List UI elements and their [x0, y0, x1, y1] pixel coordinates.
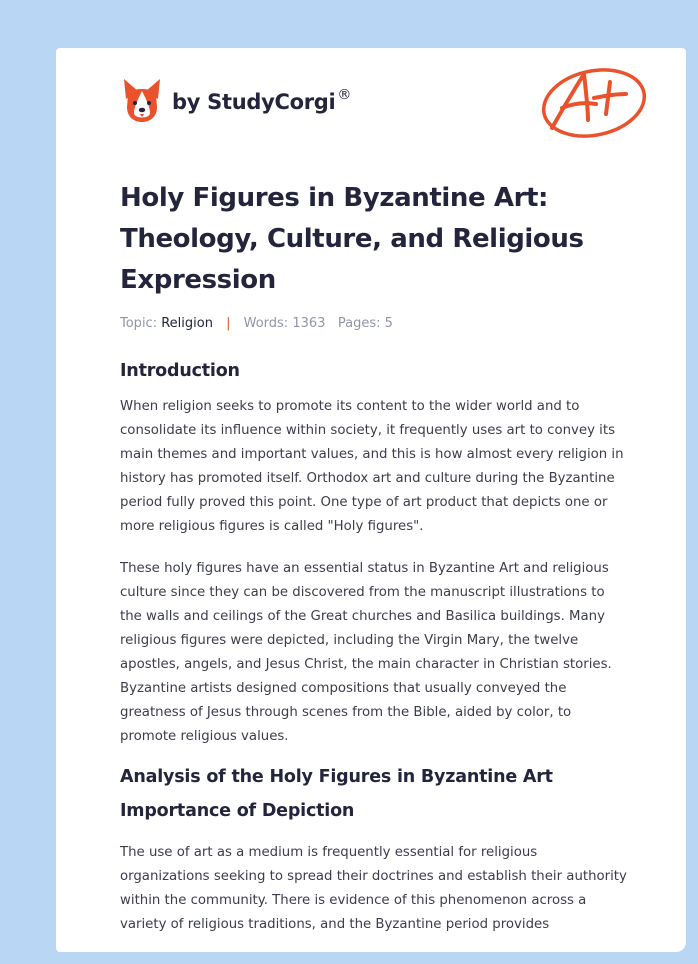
brand-name: by StudyCorgi ® [172, 87, 352, 114]
meta-separator: | [226, 316, 231, 331]
words-count: 1363 [292, 316, 326, 331]
importance-heading: Importance of Depiction [120, 801, 355, 821]
pages-label: Pages: [337, 316, 381, 331]
document-meta [120, 315, 630, 333]
topic-label: Topic: [120, 316, 158, 331]
document-title: Holy Figures in Byzantine Art: Theology, Culture, and Religious Expression [120, 183, 584, 295]
introduction-heading: Introduction [120, 361, 240, 381]
importance-paragraph-1: The use of art as a medium is frequently essential for religious organizations seeking to spread their doctrines and establish their authority within the community. There is evidence of this phenomenon across a variety of religious traditions, and the Byzantine period provides [120, 845, 627, 932]
registered-mark: ® [337, 87, 352, 103]
topic-link[interactable]: Religion [161, 316, 213, 331]
document-page [56, 48, 686, 952]
intro-paragraph-2: These holy figures have an essential status in Byzantine Art and religious culture since they can be discovered from the manuscript illustrations to the walls and ceilings of the Great churches and Basilica buildings. Many religious figures were depicted, including the Virgin Mary, the twelve apostles, angels, and Jesus Christ, the main character in Christian stories. Byzantine artists designed compositions that usually conveyed the greatness of Jesus through scenes from the Bible, aided by color, to promote religious values. [120, 561, 612, 744]
pages-count: 5 [384, 316, 393, 331]
words-label: Words: [243, 316, 289, 331]
analysis-heading: Analysis of the Holy Figures in Byzantine Art [120, 767, 553, 787]
corgi-logo-icon [122, 77, 162, 123]
intro-paragraph-1: When religion seeks to promote its content to the wider world and to consolidate its influence within society, it frequently uses art to convey its main themes and important values, and this is how almost every religion in history has promoted itself. Orthodox art and culture during the Byzantine period fully proved this point. One type of art product that depicts one or more religious figures is called "Holy figures". [120, 399, 624, 534]
document-content [120, 178, 630, 937]
grade-a-plus-icon [538, 58, 650, 148]
brand-header[interactable] [122, 76, 351, 124]
